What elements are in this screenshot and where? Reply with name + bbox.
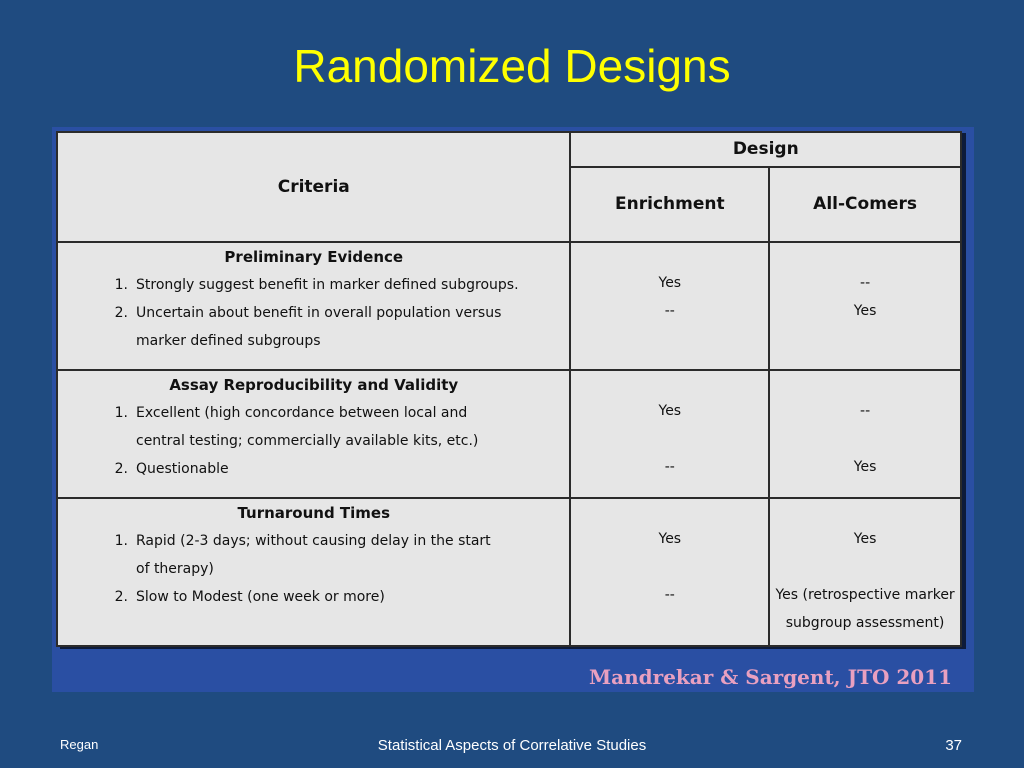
list-item <box>58 583 569 611</box>
all-comers-cell <box>769 242 961 370</box>
value: Yes <box>658 531 682 547</box>
item-number: 1. <box>114 277 128 293</box>
design-header: Design <box>570 132 961 167</box>
value: Yes <box>853 303 877 319</box>
table-row <box>57 498 961 646</box>
slide-title: Randomized Designs <box>293 40 731 92</box>
criteria-header: Criteria <box>57 132 570 242</box>
table-row <box>57 242 961 370</box>
value: -- <box>664 587 675 603</box>
item-text: Strongly suggest benefit in marker defined subgroups. <box>136 277 519 293</box>
enrichment-cell <box>570 242 769 370</box>
enrichment-cell <box>570 498 769 646</box>
enrichment-header: Enrichment <box>570 167 769 242</box>
section-title: Preliminary Evidence <box>224 248 404 266</box>
table-row <box>57 370 961 498</box>
item-text: Questionable <box>136 461 229 477</box>
section-title: Turnaround Times <box>237 504 391 522</box>
value: -- <box>664 303 675 319</box>
section-title: Assay Reproducibility and Validity <box>169 376 459 394</box>
item-number: 1. <box>114 405 128 421</box>
list-item <box>58 271 569 299</box>
item-text: Uncertain about benefit in overall population versus marker defined subgroups <box>136 305 502 349</box>
all-comers-header: All-Comers <box>769 167 961 242</box>
value: Yes <box>658 403 682 419</box>
list-item <box>58 455 569 483</box>
value: Yes <box>853 459 877 475</box>
all-comers-cell <box>769 498 961 646</box>
footer-title: Statistical Aspects of Correlative Studies <box>377 737 647 754</box>
item-number: 2. <box>114 461 128 477</box>
item-text: Rapid (2-3 days; without causing delay in the start of therapy) <box>136 533 491 577</box>
enrichment-cell <box>570 370 769 498</box>
page-number: 37 <box>945 737 962 754</box>
list-item <box>58 527 569 583</box>
value: -- <box>860 275 871 291</box>
value: -- <box>860 403 871 419</box>
item-number: 2. <box>114 589 128 605</box>
value: Yes <box>658 275 682 291</box>
value: Yes <box>853 531 877 547</box>
value: Yes (retrospective marker subgroup assessment) <box>775 587 955 631</box>
item-number: 1. <box>114 533 128 549</box>
design-table <box>56 131 962 647</box>
table-figure <box>52 127 974 692</box>
item-number: 2. <box>114 305 128 321</box>
all-comers-cell <box>769 370 961 498</box>
criteria-cell <box>57 242 570 370</box>
item-text: Slow to Modest (one week or more) <box>136 589 385 605</box>
list-item <box>58 399 569 455</box>
list-item <box>58 299 569 355</box>
source-citation: Mandrekar & Sargent, JTO 2011 <box>589 665 952 689</box>
footer-author: Regan <box>60 737 99 752</box>
criteria-cell <box>57 498 570 646</box>
item-text: Excellent (high concordance between local and central testing; commercially available kits, etc.) <box>136 405 479 449</box>
criteria-cell <box>57 370 570 498</box>
value: -- <box>664 459 675 475</box>
